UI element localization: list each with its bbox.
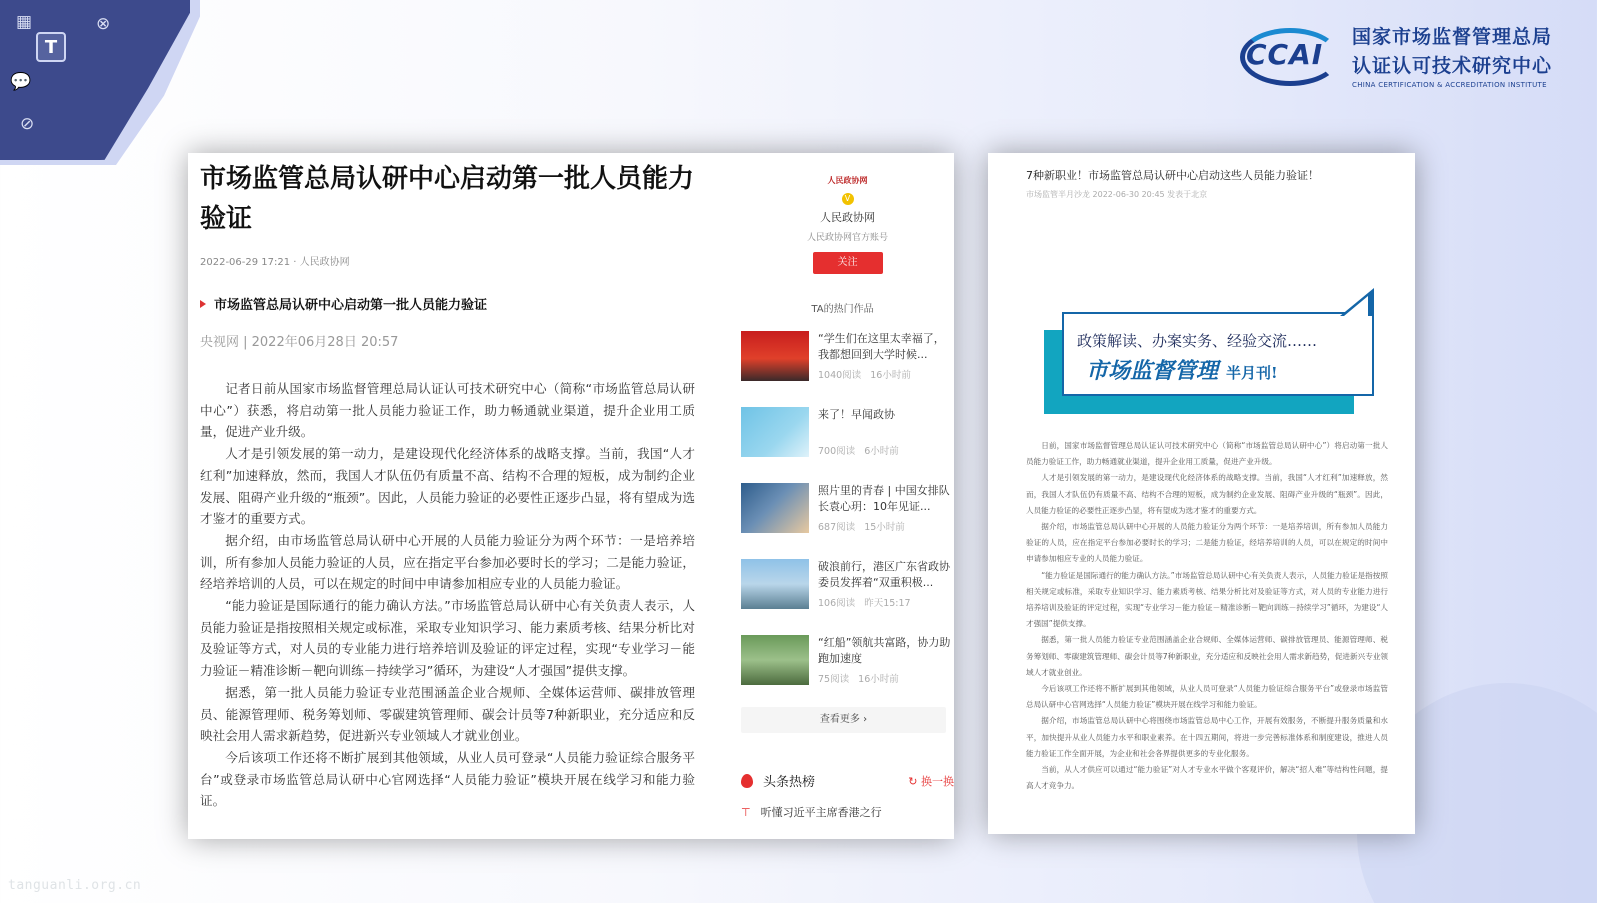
news-time: 昨天15:17 bbox=[864, 598, 911, 609]
news-thumbnail[interactable] bbox=[741, 331, 809, 381]
news-item[interactable] bbox=[741, 407, 954, 483]
ccai-logo-mark bbox=[1240, 26, 1340, 86]
right-article-meta: 市场监管半月沙龙 2022-06-30 20:45 发表于北京 bbox=[1026, 190, 1208, 199]
account-name[interactable]: 人民政协网 bbox=[820, 211, 875, 224]
text-tool-icon[interactable]: T bbox=[36, 32, 66, 62]
hot-rank-header bbox=[741, 771, 954, 790]
account-card bbox=[741, 153, 954, 274]
news-title[interactable]: “红船”领航共富路，协力助跑加速度 bbox=[818, 636, 951, 665]
news-reads: 700阅读 bbox=[818, 446, 856, 457]
sub-heading-text: 市场监管总局认研中心启动第一批人员能力验证 bbox=[214, 298, 488, 313]
hot-works-title: TA的热门作品 bbox=[811, 304, 874, 315]
logo-cn-line1: 国家市场监督管理总局 bbox=[1352, 26, 1553, 48]
right-article-paragraph: 今后该项工作还将不断扩展到其他领域，从业人员可登录“人员能力验证综合服务平台”或登录市场监管总局认研中心官网选择“人员能力验证”模块开展在线学习和能力验证。 bbox=[1026, 684, 1388, 710]
site-watermark: tanguanli.org.cn bbox=[8, 878, 142, 893]
news-reads: 106阅读 bbox=[818, 598, 856, 609]
news-list bbox=[741, 331, 954, 711]
article-source: 央视网 | 2022年06月28日 20:57 bbox=[200, 335, 399, 350]
promo-banner bbox=[1044, 288, 1380, 420]
right-article-body bbox=[1026, 438, 1388, 794]
follow-button[interactable]: 关注 bbox=[813, 252, 883, 274]
account-description: 人民政协网官方账号 bbox=[806, 233, 888, 243]
flame-icon bbox=[741, 774, 753, 788]
article-title: 市场监管总局认研中心启动第一批人员能力验证 bbox=[200, 164, 695, 234]
news-thumbnail[interactable] bbox=[741, 483, 809, 533]
article-body bbox=[200, 378, 695, 812]
article-paragraph: 据介绍，由市场监管总局认研中心开展的人员能力验证分为两个环节：一是培养培训，所有参加人员能力验证的人员，应在指定平台参加必要时长的学习；二是能力验证，经培养培训的人员，可以在规定的时间中申请参加相应专业的人员能力验证。 bbox=[200, 532, 695, 592]
author-sidebar bbox=[741, 153, 954, 839]
right-article-paragraph: “能力验证是国际通行的能力确认方法。”市场监管总局认研中心有关负责人表示，人员能力验证是指按照相关规定或标准，采取专业知识学习、能力素质考核、结果分析比对及验证等方式，对人员的专业能力进行培养培训及验证的评定过程，实现“专业学习－能力验证－精准诊断－靶向训练－持续学习”循环，为建设“人才强国”提供支撑。 bbox=[1026, 570, 1388, 629]
right-article-paragraph: 据介绍，市场监管总局认研中心将围绕市场监管总局中心工作，开展有效服务，不断提升服务质量和水平，加快提升从业人员能力水平和职业素养。在十四五期间，将进一步完善标准体系和制度建设，推进人员能力验证工作全面开展，为企业和社会各界提供更多的专业化服务。 bbox=[1026, 716, 1388, 758]
news-meta bbox=[818, 519, 905, 533]
view-more-button[interactable]: 查看更多 › bbox=[741, 707, 946, 733]
article-paragraph: 记者日前从国家市场监督管理总局认证认可技术研究中心（简称“市场监管总局认研中心”）获悉，将启动第一批人员能力验证工作，助力畅通就业渠道，提升企业用工质量，促进产业升级。 bbox=[200, 381, 695, 440]
right-article-title: 7种新职业！市场监管总局认研中心启动这些人员能力验证！ bbox=[1026, 169, 1319, 182]
verified-badge-icon: V bbox=[842, 193, 854, 205]
news-meta bbox=[818, 671, 899, 685]
news-item[interactable] bbox=[741, 559, 954, 635]
pin-icon: ⊤ bbox=[741, 805, 751, 819]
right-article-paragraph: 人才是引领发展的第一动力，是建设现代化经济体系的战略支撑。当前，我国“人才红利”加速释放，然而，我国人才队伍仍有质量不高、结构不合理的短板，成为制约企业发展、阻碍产业升级的“瓶颈”。因此，人员能力验证的必要性正逐步凸显，将有望成为选才鉴才的重要方式。 bbox=[1026, 473, 1388, 515]
logo-org-name bbox=[1352, 22, 1552, 89]
banner-suffix: 半月刊! bbox=[1226, 364, 1278, 382]
chat-icon[interactable]: 💬 bbox=[10, 72, 32, 92]
article-main bbox=[200, 159, 695, 812]
news-thumbnail[interactable] bbox=[741, 407, 809, 457]
grid-icon[interactable]: ▦ bbox=[16, 12, 33, 32]
logo-en-line: CHINA CERTIFICATION & ACCREDITATION INSTITUTE bbox=[1352, 81, 1547, 89]
news-meta bbox=[818, 443, 899, 457]
rank-item-title[interactable]: 听懂习近平主席香港之行 bbox=[760, 806, 882, 819]
right-article-screenshot bbox=[988, 153, 1415, 834]
news-reads: 1040阅读 bbox=[818, 370, 862, 381]
right-article-paragraph: 当前，从人才供应可以通过“能力验证”对人才专业水平做个客观评价，解决“招人难”等结构性问题，提高人才竞争力。 bbox=[1026, 765, 1388, 791]
news-reads: 687阅读 bbox=[818, 522, 856, 533]
banner-brand-name: 市场监督管理 bbox=[1086, 358, 1219, 384]
news-time: 15小时前 bbox=[864, 522, 905, 533]
article-meta: 2022-06-29 17:21 · 人民政协网 bbox=[200, 257, 350, 268]
check-circle-icon[interactable]: ⊘ bbox=[20, 114, 35, 134]
hot-rank-label: 头条热榜 bbox=[763, 775, 816, 790]
banner-tail-inner bbox=[1344, 296, 1368, 316]
news-reads: 75阅读 bbox=[818, 674, 850, 685]
news-time: 6小时前 bbox=[864, 446, 899, 457]
news-title[interactable]: “学生们在这里太幸福了，我都想回到大学时候... bbox=[818, 332, 945, 361]
banner-brand bbox=[1086, 354, 1278, 385]
right-article-paragraph: 据悉，第一批人员能力验证专业范围涵盖企业合规师、全媒体运营师、碳排放管理员、能源管理师、税务筹划师、零碳建筑管理师、碳会计员等7种新职业，充分适应和反映社会用人需求新趋势，促进新兴专业领域人才就业创业。 bbox=[1026, 635, 1388, 677]
article-paragraph: 今后该项工作还将不断扩展到其他领域，从业人员可登录“人员能力验证综合服务平台”或登录市场监管总局认研中心官网选择“人员能力验证”模块开展在线学习和能力验证。 bbox=[200, 749, 695, 809]
close-circle-icon[interactable]: ⊗ bbox=[96, 14, 111, 34]
news-meta bbox=[818, 595, 911, 609]
article-sub-heading[interactable] bbox=[200, 294, 695, 313]
news-thumbnail[interactable] bbox=[741, 559, 809, 609]
article-paragraph: 据悉，第一批人员能力验证专业范围涵盖企业合规师、全媒体运营师、碳排放管理员、能源管理师、税务筹划师、零碳建筑管理师、碳会计员等7种新职业，充分适应和反映社会用人需求新趋势，促进新兴专业领域人才就业创业。 bbox=[200, 684, 695, 744]
logo-mark-text: CCAI bbox=[1246, 37, 1324, 71]
news-time: 16小时前 bbox=[858, 674, 899, 685]
news-title[interactable]: 来了！早闻政协 bbox=[818, 408, 895, 421]
left-article-screenshot bbox=[188, 153, 954, 839]
banner-tagline: 政策解读、办案实务、经验交流…… bbox=[1077, 332, 1318, 350]
article-paragraph: “能力验证是国际通行的能力确认方法。”市场监管总局认研中心有关负责人表示，人员能力验证是指按照相关规定或标准，采取专业知识学习、能力素质考核、结果分析比对及验证等方式，对人员的专业能力进行培养培训及验证的评定过程，实现“专业学习－能力验证－精准诊断－靶向训练－持续学习”循环，为建设“人才强国”提供支撑。 bbox=[200, 598, 695, 679]
news-title[interactable]: 照片里的青春 | 中国女排队长袁心玥：10年见证... bbox=[818, 484, 950, 513]
rank-item[interactable] bbox=[741, 804, 954, 820]
news-item[interactable] bbox=[741, 635, 954, 711]
refresh-button[interactable]: ↻ 换一换 bbox=[908, 774, 954, 788]
ccai-logo bbox=[1240, 22, 1552, 89]
triangle-bullet-icon bbox=[200, 300, 206, 308]
news-time: 16小时前 bbox=[870, 370, 911, 381]
right-article-paragraph: 日前，国家市场监督管理总局认证认可技术研究中心（简称“市场监管总局认研中心”）将启动第一批人员能力验证工作，助力畅通就业渠道，提升企业用工质量，促进产业升级。 bbox=[1026, 441, 1388, 467]
account-logo[interactable]: 人民政协网 bbox=[827, 176, 868, 185]
logo-cn-line2: 认证认可技术研究中心 bbox=[1352, 55, 1553, 77]
news-thumbnail[interactable] bbox=[741, 635, 809, 685]
news-item[interactable] bbox=[741, 483, 954, 559]
article-paragraph: 人才是引领发展的第一动力，是建设现代化经济体系的战略支撑。当前，我国“人才红利”加速释放，然而，我国人才队伍仍有质量不高、结构不合理的短板，成为制约企业发展、阻碍产业升级的“瓶颈”。因此，人员能力验证的必要性正逐步凸显，将有望成为选才鉴才的重要方式。 bbox=[200, 446, 695, 527]
news-item[interactable] bbox=[741, 331, 954, 407]
right-article-paragraph: 据介绍，市场监管总局认研中心开展的人员能力验证分为两个环节：一是培养培训，所有参加人员能力验证的人员，应在指定平台参加必要时长的学习；二是能力验证，经培养培训的人员，可以在规定的时间中申请参加相应专业的人员能力验证。 bbox=[1026, 522, 1388, 564]
news-meta bbox=[818, 367, 911, 381]
news-title[interactable]: 破浪前行，港区广东省政协委员发挥着“双重积极... bbox=[818, 560, 950, 589]
